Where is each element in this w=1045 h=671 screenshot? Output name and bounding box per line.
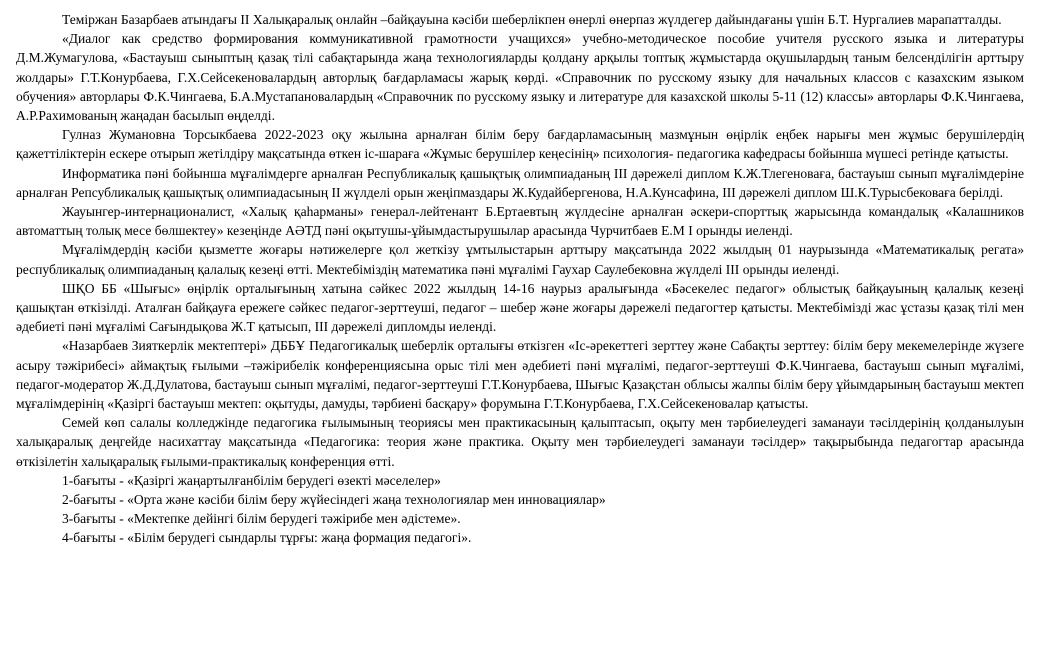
direction-item-4: 4-бағыты - «Білім берудегі сындарлы тұрғы: жаңа формация педагогі». xyxy=(62,530,472,546)
paragraph-competitive-teacher: ШҚО ББ «Шығыс» өңірлік орталығының хатына сәйкес 2022 жылдың 14-16 наурыз аралығында «Бәсекелес педагог» облыстық байқауының қалалық кезеңі қашықтан өткізілді. Аталған байқауға ережеге сәйкес педагог-зерттеуші, педагог – шебер және жоғары дәрежелі педагогтер қатысты. Мектебімізді жас ұстазы қазақ тілі мен әдебиеті пәні мұғалімі Сағындықова Ж.Т қатысып, ІІІ дәрежелі дипломды иеленді. xyxy=(16,280,1024,335)
paragraph-publications: «Диалог как средство формирования коммуникативной грамотности учащихся» учебно-методическое пособие учителя русского языка и литературы Д.М.Жумагулова, «Бастауыш сыныптың қазақ тілі сабақтарында жаңа технологияларды қолдану арқылы топтық жұмыстарда оқушылардың таным белсенділігін арттыру жолдары» Г.Т.Конурбаева, Г.Х.Сейсекеновалардың авторлық бағдарламасы жарық көрді. «Справочник по русскому языку для начальных классов с казахским языком обучения» авторлары Ф.К.Чингаева, Б.А.Мустапановалардың «Справочник по русскому языку и литературе для казахской школы 5-11 (12) классы» авторлары Ф.К.Чингаева, А.Р.Рахимованың жаңадан басылып өңделді. xyxy=(16,31,1024,124)
direction-item-3: 3-бағыты - «Мектепке дейінгі білім берудегі тәжірибе мен әдістеме». xyxy=(62,511,461,527)
direction-item-2: 2-бағыты - «Орта және кәсіби білім беру жүйесіндегі жаңа технологиялар мен инновациялар» xyxy=(62,492,606,508)
conference-directions-list xyxy=(16,471,1024,548)
paragraph-employers-council: Гулназ Жумановна Торсыкбаева 2022-2023 оқу жылына арналған білім беру бағдарламасының мазмұнын өңірлік еңбек нарығы мен жұмыс берушілердің қажеттіліктерін ескере отырып жетілдіру мақсатында өткен іс-шараға «Жұмыс берушілер кеңесінің» психология- педагогика кафедрасы бойынша мүшесі ретінде қатысты. xyxy=(16,127,1024,162)
paragraph-nis-conference: «Назарбаев Зияткерлік мектептері» ДББҰ Педагогикалық шеберлік орталығы өткізген «Іс-әрекеттегі зерттеу және Сабақты зерттеу: білім беру мекемелерінде жүзеге асыру тәжірибесі» аймақтық ғылыми –тәжірибелік конференциясына орыс тілі мен әдебиеті пәні мұғалімі, педагог-зерттеуші Ф.К.Чингаева, бастауыш сынып мұғалімі, педагог-модератор Ж.Д.Дулатова, бастауыш сынып мұғалімі, педагог-зерттеуші Г.Т.Конурбаева, Шығыс Қазақстан облысы жалпы білім беру ұйымдарының бастауыш мектеп мұғалімдерінің «Қазіргі бастауыш мектеп: оқытуды, дамуды, тәрбиені басқару» форумына Г.Т.Конурбаева, Г.Х.Сейсекеновалар қатысты. xyxy=(16,338,1024,412)
paragraph-semey-conference: Семей көп салалы колледжінде педагогика ғылымының теориясы мен практикасының қалыптасып, оқыту мен тәрбиелеудегі заманауи тәсілдерінің қолданылуын халықаралық деңгейде насихаттау мақсатында «Педагогика: теория және практика. Оқыту мен тәрбиелеудегі заманауи тәсілдер» тақырыбында педагогтар арасында өткізілетін халықаралық ғылыми-практикалық конференция өтті. xyxy=(16,415,1024,469)
paragraph-informatics-olympiad: Информатика пәні бойынша мұғалімдерге арналған Республикалық қашықтық олимпиаданың ІІІ дәрежелі диплом К.Ж.Тлегеноваға, бастауыш сынып мұғалімдеріне арналған Репсубликалық қашықтық олимпиадасының ІІ жүлделі орын жеңіпмаздары Ж.Кудайбергенова, Н.А.Кунсафина, ІІІ дәрежелі диплом Ш.К.Турысбековаға берілді. xyxy=(16,165,1024,200)
paragraph-award-nurgaliev: Теміржан Базарбаев атындағы ІІ Халықаралық онлайн –байқауына кәсіби шеберлікпен өнерлі өнерпаз жүлдегер дайындағаны үшін Б.Т. Нургалиев марапатталды. xyxy=(62,12,1002,27)
direction-item-1: 1-бағыты - «Қазіргі жаңартылғанбілім берудегі өзекті мәселелер» xyxy=(62,472,441,488)
paragraph-military-sports: Жауынгер-интернационалист, «Халық қаһарманы» генерал-лейтенант Б.Ертаевтың жүлдесіне арналған әскери-спорттық жарысында командалық «Калашников автоматтың толық месе бөлшектеу» кезеңінде АӘТД пәні оқытушы-ұйымдастырушылар арасында Чурчитбаев Е.М І орынды иеленді. xyxy=(16,204,1024,239)
paragraph-math-regatta: Мұғалімдердің кәсіби қызметте жоғары нәтижелерге қол жеткізу ұмтылыстарын арттыру мақсатында 2022 жылдың 01 наурызында «Математикалық регата» республикалық олимпиаданың қалалық кезеңі өтті. Мектебіміздің математика пәні мұғалімі Гаухар Саулебековна жүлделі ІІІ орынды иеленді. xyxy=(16,242,1024,277)
